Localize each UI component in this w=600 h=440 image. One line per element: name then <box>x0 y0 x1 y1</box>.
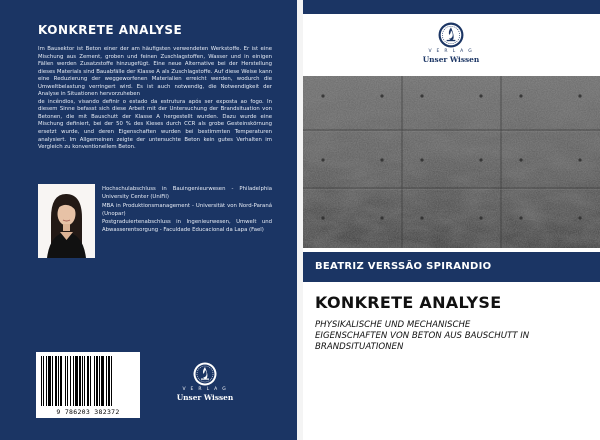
concrete-wall-image <box>303 76 600 248</box>
author-bio: Hochschulabschluss in Bauingenieurwesen - Philadelphia University Center (UniFil) MBA in Produktionsmanagement - Universität von Nord-Paraná (Unopar) Postgraduiertenabschluss in Ingenieurwesen, Umwelt und Abwasserentsorgung - Faculdade Educacional da Lapa (Fael) <box>102 186 272 234</box>
front-publisher-logo <box>411 22 491 64</box>
back-publisher-logo <box>172 362 238 402</box>
publisher-emblem-icon <box>438 22 464 48</box>
author-band <box>303 252 600 282</box>
isbn-number: 9 786203 382372 <box>56 408 120 416</box>
back-cover-title: KONKRETE ANALYSE <box>38 23 183 37</box>
back-cover-description: Im Bausektor ist Beton einer der am häufigsten verwendeten Werkstoffe. Er ist eine Mischung aus Zement, groben und feinen Zuschlagstoffen, Wasser und in einigen Fällen werden Zusatzstoffe hinzugefügt. Eine neue Alternative bei der Herstellung dieses Materials sind Bauabfälle der Klasse A als Zuschlagstoffe. Auf diese Weise kann eine Reduzierung der weggeworfenen Materialien erreicht werden, wodurch die Umweltbelastung verringert wird. Es ist auch notwendig, die Notwendigkeit der Analyse in Situationen hervorzuheben de incêndios, visando definir o estado da estrutura após ser exposta ao fogo. In diesem Sinne befasst sich diese Arbeit mit der Untersuchung der Brandsituation von Betonen, die mit Bauschutt der Klasse A hergestellt wurden. Dazu wurde eine Mischung definiert, bei der 50 % des Kieses durch CCR als grobe Gesteinskörnung ersetzt wurde, und deren Eigenschaften wurden bei bestimmten Temperaturen analysiert. Im Allgemeinen zeigte der untersuchte Beton kein gutes Verhalten im Vergleich zu konventionellem Beton. <box>38 46 272 151</box>
author-name: BEATRIZ VERSSÃO SPIRANDIO <box>315 261 492 272</box>
front-cover <box>303 0 600 440</box>
book-subtitle: PHYSIKALISCHE UND MECHANISCHE EIGENSCHAFTEN VON BETON AUS BAUSCHUTT IN BRANDSITUATIONEN <box>315 320 530 352</box>
front-top-band <box>303 0 600 14</box>
isbn-barcode <box>36 352 140 418</box>
author-portrait <box>38 184 95 258</box>
back-logo-name: Unser Wissen <box>176 393 234 402</box>
book-title: KONKRETE ANALYSE <box>315 293 502 312</box>
front-logo-verlag: V E R L A G <box>428 49 474 54</box>
front-logo-name: Unser Wissen <box>422 55 480 64</box>
publisher-emblem-icon <box>193 362 217 386</box>
back-cover <box>0 0 297 440</box>
back-logo-verlag: V E R L A G <box>182 387 228 392</box>
